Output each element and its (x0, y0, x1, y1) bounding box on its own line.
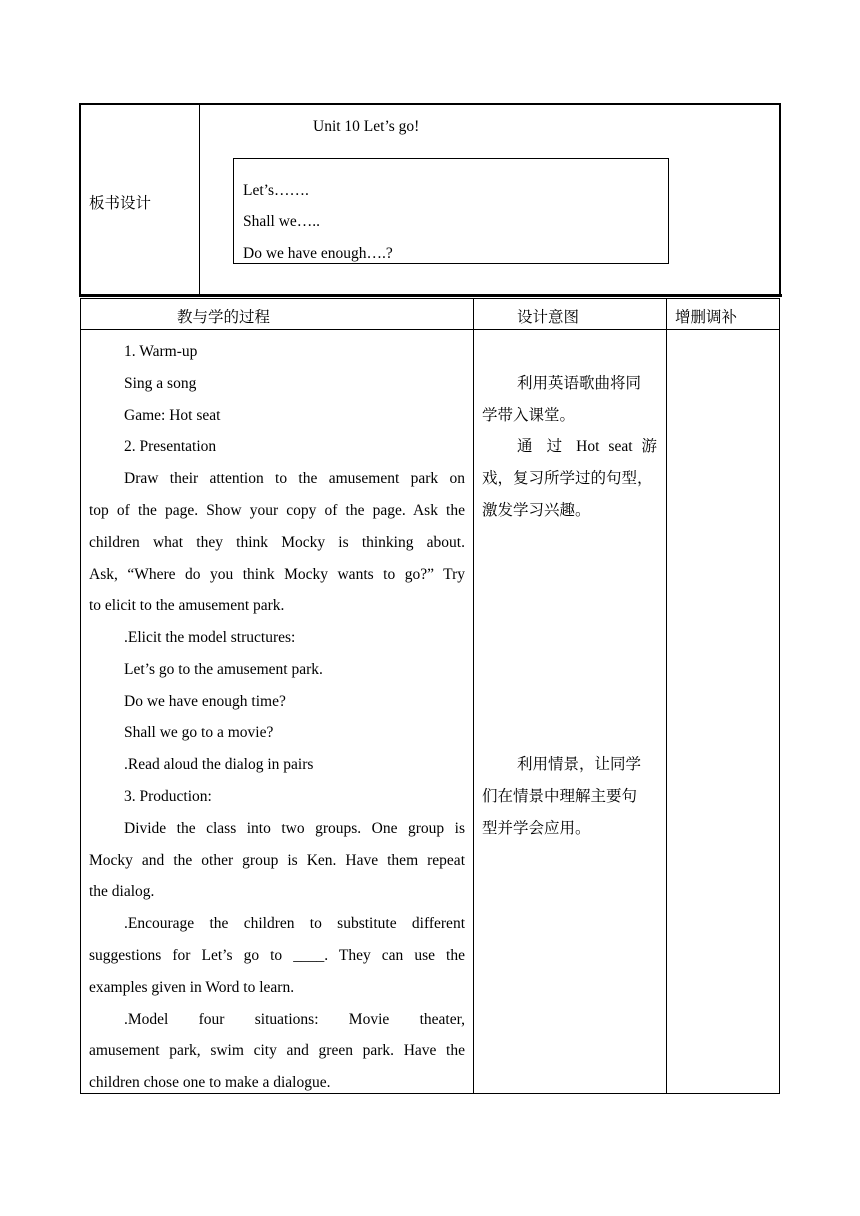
paragraph-line: examples given in Word to learn. (89, 979, 295, 996)
intent-line: 通 过 Hot seat 游 (517, 438, 657, 455)
model-sentence: Shall we go to a movie? (124, 724, 274, 741)
header-intent: 设计意图 (517, 309, 580, 326)
table-col-divider (473, 298, 474, 1094)
step-presentation: 2. Presentation (124, 438, 217, 455)
paragraph-line: .Model four situations: Movie theater, (124, 1011, 465, 1028)
table-border-right (779, 298, 780, 1094)
paragraph-line: Mocky and the other group is Ken. Have them repeat (89, 852, 465, 869)
intent-line: 们在情景中理解主要句 (482, 788, 638, 805)
board-divider (199, 103, 200, 295)
table-header-divider (80, 329, 780, 330)
model-sentence: Let’s go to the amusement park. (124, 661, 323, 678)
board-line: Shall we….. (243, 213, 321, 230)
paragraph-line: Ask, “Where do you think Mocky wants to go?” Try (89, 566, 465, 583)
board-border-top (79, 103, 781, 105)
paragraph-line: Draw their attention to the amusement park on (124, 470, 465, 487)
paragraph-line: .Encourage the children to substitute different (124, 915, 465, 932)
board-border-left (79, 103, 81, 296)
paragraph-line: suggestions for Let’s go to ____. They can use the (89, 947, 465, 964)
model-sentence: Do we have enough time? (124, 693, 286, 710)
paragraph-line: the dialog. (89, 883, 155, 900)
paragraph-line: top of the page. Show your copy of the page. Ask the (89, 502, 465, 519)
table-col-divider (666, 298, 667, 1094)
header-process: 教与学的过程 (177, 309, 271, 326)
step-warmup: 1. Warm-up (124, 343, 198, 360)
process-line: .Read aloud the dialog in pairs (124, 756, 314, 773)
intent-line: 型并学会应用。 (482, 820, 591, 837)
paragraph-line: amusement park, swim city and green park. Have the (89, 1042, 465, 1059)
process-line: .Elicit the model structures: (124, 629, 296, 646)
intent-line: 利用英语歌曲将同 (517, 375, 642, 392)
board-title: Unit 10 Let’s go! (313, 118, 420, 135)
paragraph-line: Divide the class into two groups. One group is (124, 820, 465, 837)
board-line: Do we have enough….? (243, 245, 393, 262)
intent-line: 利用情景，让同学 (517, 756, 642, 773)
paragraph-line: children chose one to make a dialogue. (89, 1074, 331, 1091)
board-border-bottom (79, 294, 782, 297)
process-line: Game: Hot seat (124, 407, 221, 424)
board-border-right (779, 103, 781, 296)
table-border-bottom (80, 1093, 780, 1094)
paragraph-line: children what they think Mocky is thinking about. (89, 534, 465, 551)
process-line: Sing a song (124, 375, 197, 392)
table-border-top (80, 298, 780, 299)
paragraph-line: to elicit to the amusement park. (89, 597, 285, 614)
step-production: 3. Production: (124, 788, 212, 805)
board-line: Let’s……. (243, 182, 309, 199)
board-label: 板书设计 (89, 195, 152, 212)
intent-line: 戏，复习所学过的句型， (482, 470, 653, 487)
intent-line: 激发学习兴趣。 (482, 502, 591, 519)
table-border-left (80, 298, 81, 1094)
header-adjust: 增删调补 (675, 309, 738, 326)
intent-line: 学带入课堂。 (482, 407, 576, 424)
